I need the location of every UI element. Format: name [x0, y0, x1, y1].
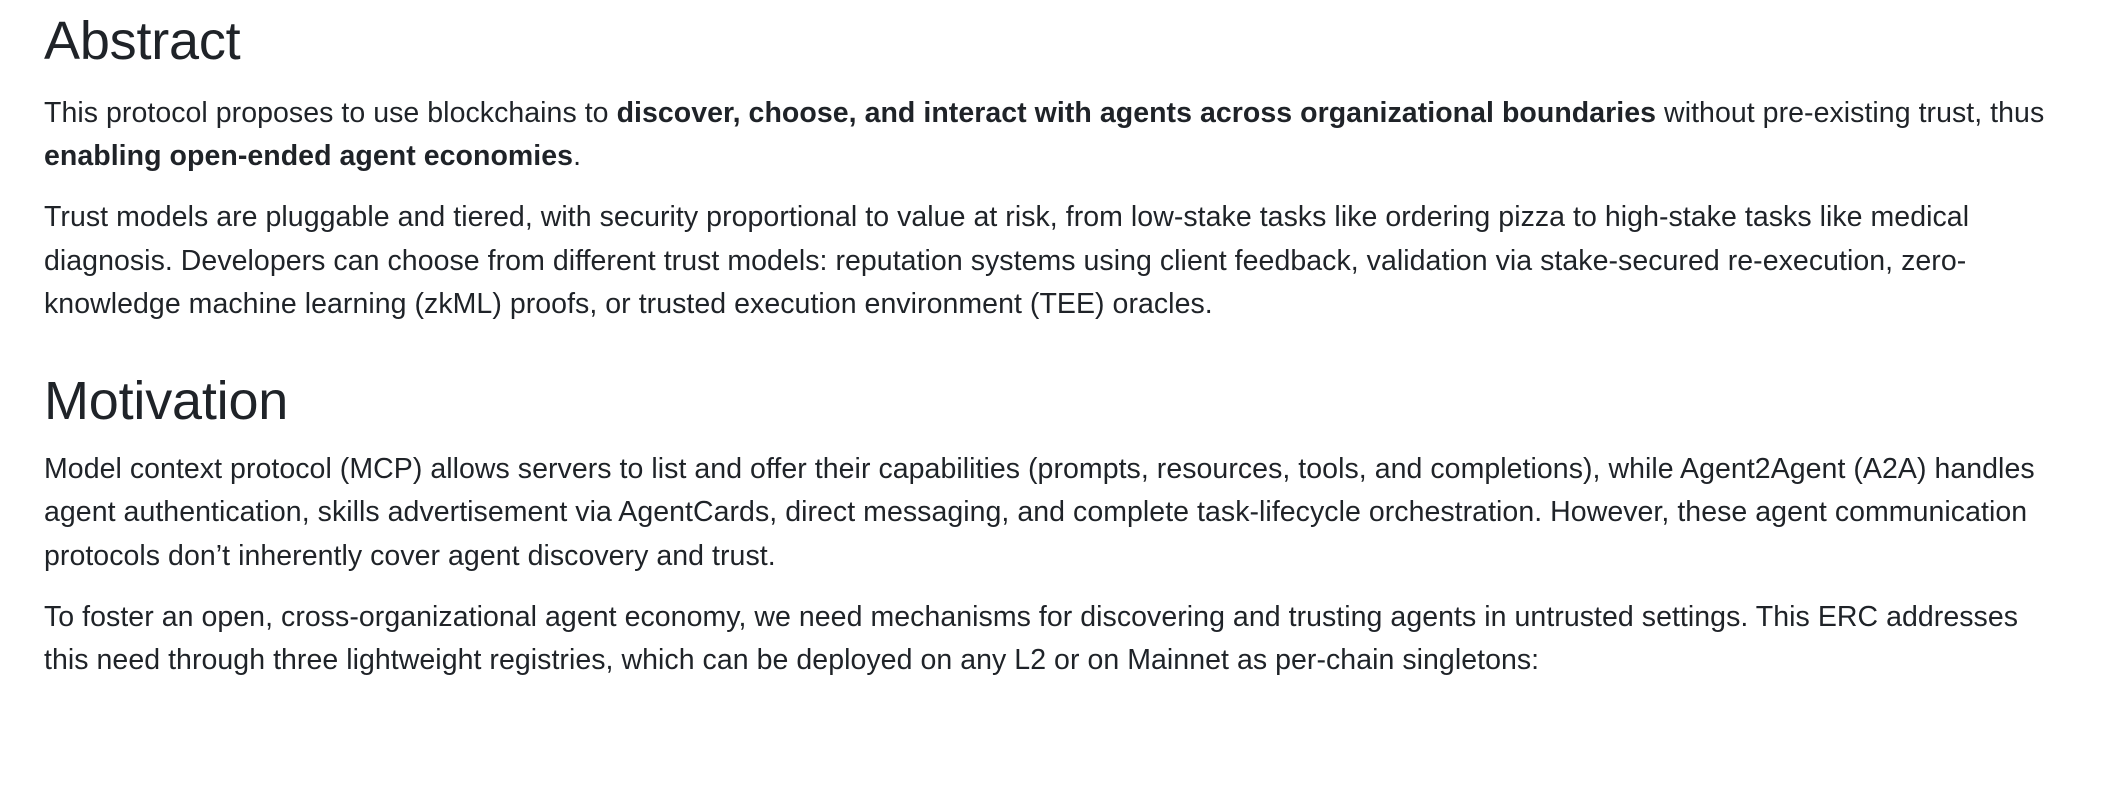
page-title-abstract: Abstract — [44, 11, 241, 71]
page-title-motivation: Motivation — [44, 371, 289, 432]
paragraph-abstract-2: Trust models are pluggable and tiered, with security proportional to value at risk, from low-stake tasks like ordering pizza to high-stake tasks like medical diagnosis. Developers can choose from different trust models: reputation systems using client feedback, validation via stake-secured re-execution, zero-knowledge machine learning (zkML) proofs, or trusted execution environment (TEE) oracles. — [44, 201, 1970, 320]
paragraph-motivation-1: Model context protocol (MCP) allows servers to list and offer their capabilities (prompts, resources, tools, and completions), while Agent2Agent (A2A) handles agent authentication, skills advertisement via AgentCards, direct messaging, and complete task-lifecycle orchestration. However, these agent communication protocols don’t inherently cover agent discovery and trust. — [44, 453, 2035, 572]
emphasis-text: discover, choose, and interact with agents across organizational boundaries — [616, 96, 1657, 129]
emphasis-text: enabling open-ended agent economies — [44, 140, 574, 173]
paragraph-abstract-1: This protocol proposes to use blockchains to discover, choose, and interact with agents across organizational boundaries without pre-existing trust, thus enabling open-ended agent economies. — [44, 96, 2045, 173]
paragraph-motivation-2: To foster an open, cross-organizational agent economy, we need mechanisms for discovering and trusting agents in untrusted settings. This ERC addresses this need through three lightweight registries, which can be deployed on any L2 or on Mainnet as per-chain singletons: — [44, 600, 2019, 677]
